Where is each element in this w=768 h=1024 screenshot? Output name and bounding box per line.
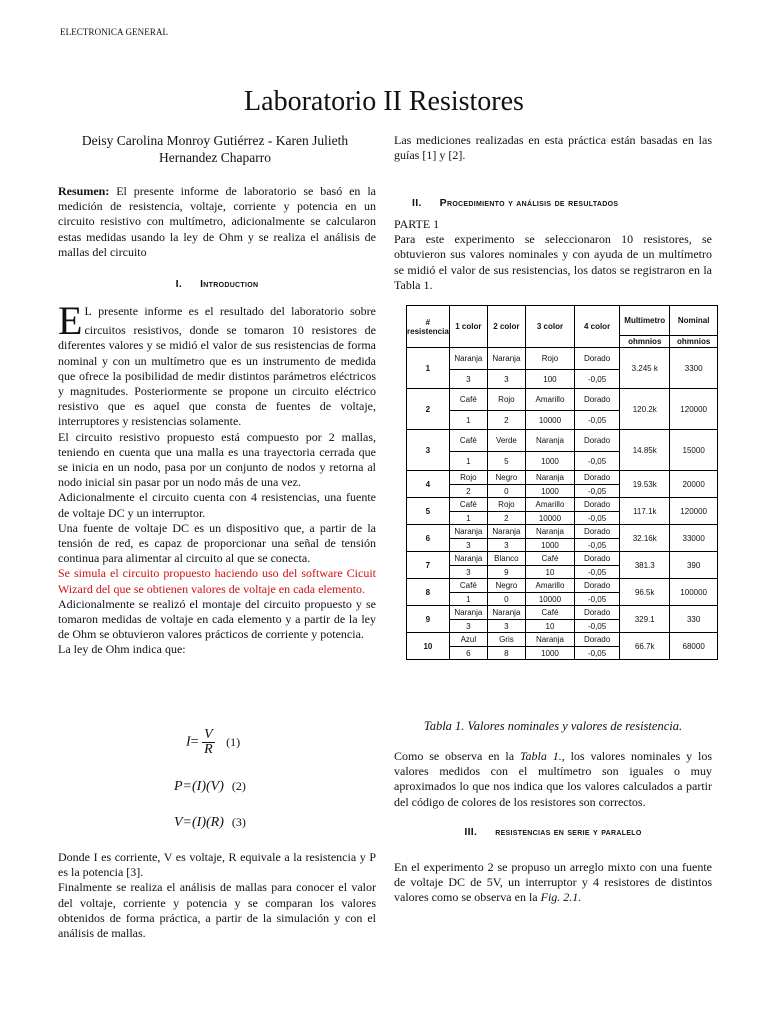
table-row [407,579,718,593]
table-row [407,633,718,647]
digit-cell: 10000 [525,411,574,430]
digit-cell: 1 [449,411,487,430]
color-cell: Negro [487,471,525,485]
multimeter-cell: 117.1k [620,498,670,525]
color-cell: Verde [487,430,525,452]
authors: Deisy Carolina Monroy Gutiérrez - Karen Julieth Hernandez Chaparro [81,133,349,165]
digit-cell: 2 [449,485,487,498]
color-cell: Naranja [525,525,574,539]
table-row-number: 10 [407,633,450,660]
digit-cell: -0,05 [574,411,619,430]
color-cell: Café [449,498,487,512]
color-cell: Naranja [449,525,487,539]
digit-cell: 10000 [525,512,574,525]
color-cell: Naranja [487,606,525,620]
table-row-number: 2 [407,389,450,430]
multimeter-cell: 120.2k [620,389,670,430]
table-row-number: 8 [407,579,450,606]
digit-cell: 5 [487,452,525,471]
header-1-color: 1 color [449,306,487,348]
table-row-number: 6 [407,525,450,552]
digit-cell: 10 [525,620,574,633]
experiment2-paragraph: En el experimento 2 se propuso un arreglo mixto con una fuente de voltaje DC de 5V, un interruptor y 4 resistores de distintos valores como se observa en la Fig. 2.1. [394,860,712,905]
table-row-number: 3 [407,430,450,471]
digit-cell: 8 [487,647,525,660]
parte1-label: PARTE 1 [394,217,440,231]
digit-cell: 2 [487,512,525,525]
abstract-text: El presente informe de laboratorio se basó en la medición de resistencia, voltaje, corriente y potencia en un circuito resistivo con multímetro, adicionalmente se calcularon estas medidas usando la ley de Ohm y se realiza el análisis de mallas del circuito [58,184,376,259]
nominal-cell: 15000 [670,430,718,471]
header-nominal: Nominal [670,306,718,336]
nominal-cell: 3300 [670,348,718,389]
digit-cell: 1 [449,593,487,606]
table-row-number: 4 [407,471,450,498]
introduction-body [58,298,376,658]
equation-3: V=(I)(R) (3) [174,815,246,830]
section-procedure-heading: II. Procedimiento y análisis de resultados [412,197,619,209]
color-cell: Dorado [574,579,619,593]
color-cell: Naranja [449,348,487,370]
equation-2: P=(I)(V) (2) [174,779,246,794]
color-cell: Naranja [487,348,525,370]
intro-paragraph-5: Se simula el circuito propuesto haciendo uso del software Cicuit Wizard del que se obtienen valores de voltaje en cada elemento. [58,566,376,596]
color-cell: Dorado [574,471,619,485]
color-cell: Negro [487,579,525,593]
intro-paragraph-2: El circuito resistivo propuesto está compuesto por 2 mallas, teniendo en cuenta que una malla es una trayectoria cerrada que se inicia en un nodo, pasa por un conjunto de nodos y retorna al nodo inicial sin pasar por un nodo más de una vez. [58,429,376,490]
table-caption: Tabla 1. Valores nominales y valores de resistencia. [423,719,683,733]
parte1-text: Para este experimento se seleccionaron 10 resistores, se obtuvieron sus valores nominales y con ayuda de un multímetro se midió el valor de sus resistencias, los datos se registraron en la Tabla 1. [394,232,712,292]
guides-paragraph: Las mediciones realizadas en esta práctica están basadas en las guías [1] y [2]. [394,133,712,163]
digit-cell: 3 [487,370,525,389]
digit-cell: -0,05 [574,512,619,525]
color-cell: Naranja [525,471,574,485]
digit-cell: 0 [487,485,525,498]
intro-paragraph-1: E L presente informe es el resultado del laboratorio sobre circuitos resistivos, donde se tomaron 10 resistores de diferentes valores y se midió el valor de sus resistencias de forma nominal y con un multímetro que es un instrumento de medida que ofrece la posibilidad de medir distintos parámetros eléctricos y magnitudes. Posteriormente se propone un circuito eléctrico resistivo que es aquel que consta de fuentes de voltaje, interruptores y resistencias solamente. [58,298,376,429]
header-4-color: 4 color [574,306,619,348]
digit-cell: -0,05 [574,539,619,552]
multimeter-cell: 3.245 k [620,348,670,389]
multimeter-cell: 32.16k [620,525,670,552]
color-cell: Dorado [574,389,619,411]
table-row [407,498,718,512]
header-multimetro: Multimetro [620,306,670,336]
table-row [407,348,718,370]
nominal-cell: 33000 [670,525,718,552]
digit-cell: 0 [487,593,525,606]
color-cell: Café [449,579,487,593]
color-cell: Naranja [525,430,574,452]
color-cell: Amarillo [525,498,574,512]
color-cell: Rojo [525,348,574,370]
multimeter-cell: 96.5k [620,579,670,606]
running-header: ELECTRONICA GENERAL [60,27,169,37]
color-cell: Rojo [487,389,525,411]
color-cell: Gris [487,633,525,647]
multimeter-cell: 19.53k [620,471,670,498]
color-cell: Naranja [449,606,487,620]
section-introduction-heading: I. Introduction [175,278,259,290]
variables-paragraph: Donde I es corriente, V es voltaje, R equivale a la resistencia y P es la potencia [3]. [58,850,376,880]
nominal-cell: 20000 [670,471,718,498]
digit-cell: 3 [449,370,487,389]
nominal-cell: 120000 [670,389,718,430]
digit-cell: 1000 [525,539,574,552]
digit-cell: 3 [449,539,487,552]
table-row [407,606,718,620]
color-cell: Dorado [574,348,619,370]
table-row-number: 7 [407,552,450,579]
color-cell: Blanco [487,552,525,566]
color-cell: Azul [449,633,487,647]
color-cell: Café [449,389,487,411]
color-cell: Café [525,552,574,566]
nominal-cell: 120000 [670,498,718,525]
abstract [58,184,376,260]
digit-cell: 3 [449,566,487,579]
drop-cap: E [58,298,83,343]
resistor-table [406,305,718,660]
digit-cell: -0,05 [574,452,619,471]
multimeter-cell: 66.7k [620,633,670,660]
digit-cell: 1 [449,512,487,525]
header-resistencia: # resistencia [407,306,450,348]
header-3-color: 3 color [525,306,574,348]
equation-1: I= $\frac{V}{R}$ (1) [186,727,241,757]
digit-cell: 3 [449,620,487,633]
unit-multimetro: ohmnios [620,336,670,348]
digit-cell: 9 [487,566,525,579]
color-cell: Café [525,606,574,620]
color-cell: Dorado [574,552,619,566]
after-equations-body [58,850,376,941]
abstract-label: Resumen: [58,184,110,198]
color-cell: Amarillo [525,579,574,593]
color-cell: Dorado [574,633,619,647]
digit-cell: 3 [487,620,525,633]
digit-cell: -0,05 [574,647,619,660]
digit-cell: -0,05 [574,370,619,389]
digit-cell: 100 [525,370,574,389]
intro-paragraph-4: Una fuente de voltaje DC es un dispositivo que, a partir de la tensión de red, es capaz de proporcionar una señal de tensión continua para alimentar al circuito al que se conecta. [58,520,376,566]
color-cell: Dorado [574,430,619,452]
multimeter-cell: 381.3 [620,552,670,579]
digit-cell: 1000 [525,485,574,498]
digit-cell: 6 [449,647,487,660]
multimeter-cell: 14.85k [620,430,670,471]
digit-cell: 1000 [525,647,574,660]
table-row-number: 9 [407,606,450,633]
parte1-block [394,217,712,293]
multimeter-cell: 329.1 [620,606,670,633]
nominal-cell: 330 [670,606,718,633]
unit-nominal: ohmnios [670,336,718,348]
section-series-parallel-heading: III. resistencias en serie y paralelo [464,826,642,838]
digit-cell: -0,05 [574,593,619,606]
color-cell: Dorado [574,606,619,620]
intro-paragraph-6: Adicionalmente se realizó el montaje del circuito propuesto y se tomaron medidas de voltaje en cada elemento y a partir de la ley de Ohm se obtuvieron valores prácticos de corriente y potencia. [58,596,376,642]
color-cell: Amarillo [525,389,574,411]
digit-cell: 10000 [525,593,574,606]
color-cell: Dorado [574,525,619,539]
color-cell: Naranja [449,552,487,566]
page-title: Laboratorio II Resistores [244,86,524,117]
digit-cell: -0,05 [574,566,619,579]
color-cell: Dorado [574,498,619,512]
nominal-cell: 100000 [670,579,718,606]
header-2-color: 2 color [487,306,525,348]
digit-cell: 2 [487,411,525,430]
table-row-number: 5 [407,498,450,525]
table-row [407,430,718,452]
nominal-cell: 390 [670,552,718,579]
color-cell: Rojo [487,498,525,512]
nominal-cell: 68000 [670,633,718,660]
intro-paragraph-3: Adicionalmente el circuito cuenta con 4 resistencias, una fuente de voltaje DC y un interruptor. [58,490,376,520]
intro-paragraph-7: La ley de Ohm indica que: [58,642,186,657]
table-row-number: 1 [407,348,450,389]
digit-cell: -0,05 [574,485,619,498]
color-cell: Naranja [525,633,574,647]
digit-cell: 1 [449,452,487,471]
digit-cell: 1000 [525,452,574,471]
color-cell: Naranja [487,525,525,539]
table-row [407,471,718,485]
color-cell: Rojo [449,471,487,485]
table-row [407,389,718,411]
digit-cell: -0,05 [574,620,619,633]
mesh-analysis-paragraph: Finalmente se realiza el análisis de mallas para conocer el valor del voltaje, corriente y potencia y se comparan los valores obtenidos de forma práctica, a partir de la simulación y con el análisis de mallas. [58,880,376,941]
digit-cell: 10 [525,566,574,579]
table-row [407,552,718,566]
table-row [407,525,718,539]
table-discussion: Como se observa en la Tabla 1., los valores nominales y los valores medidos con el multímetro son iguales o muy aproximados lo que nos indica que los valores calculados a partir del código de colores de los resistores son correctos. [394,749,713,809]
digit-cell: 3 [487,539,525,552]
color-cell: Café [449,430,487,452]
